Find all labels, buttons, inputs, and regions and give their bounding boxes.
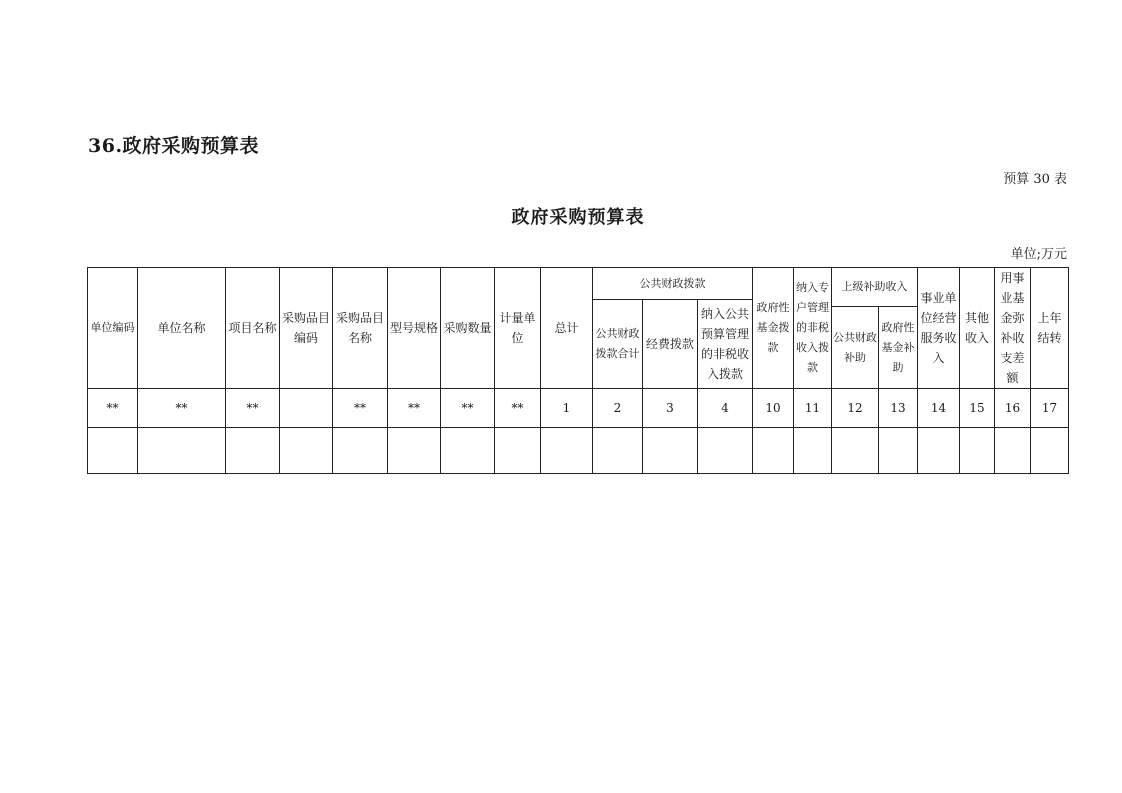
header-fund-offset: 用事业基金弥补收支差额 bbox=[995, 268, 1031, 389]
header-superior-public-finance: 公共财政补助 bbox=[832, 307, 879, 389]
header-unit-name: 单位名称 bbox=[138, 268, 226, 389]
header-other-income: 其他收入 bbox=[960, 268, 995, 389]
data-row bbox=[88, 428, 1069, 474]
code-cell: 16 bbox=[995, 389, 1031, 428]
data-cell bbox=[280, 428, 333, 474]
data-cell bbox=[441, 428, 495, 474]
data-cell bbox=[333, 428, 388, 474]
header-project-name: 项目名称 bbox=[226, 268, 280, 389]
data-cell bbox=[593, 428, 643, 474]
data-cell bbox=[794, 428, 832, 474]
header-public-finance-subtotal: 公共财政拨款合计 bbox=[593, 300, 643, 389]
header-gov-fund: 政府性基金拨款 bbox=[753, 268, 794, 389]
code-cell: 15 bbox=[960, 389, 995, 428]
unit-label: 单位;万元 bbox=[1010, 247, 1067, 262]
code-cell: 4 bbox=[698, 389, 753, 428]
code-cell: 10 bbox=[753, 389, 794, 428]
header-measure-unit: 计量单位 bbox=[495, 268, 541, 389]
table-title: 政府采购预算表 bbox=[511, 207, 645, 228]
data-cell bbox=[226, 428, 280, 474]
data-cell bbox=[643, 428, 698, 474]
header-superior-subsidy-group: 上级补助收入 bbox=[832, 268, 918, 307]
code-cell: ** bbox=[388, 389, 441, 428]
data-cell bbox=[995, 428, 1031, 474]
code-cell: 3 bbox=[643, 389, 698, 428]
header-model-spec: 型号规格 bbox=[388, 268, 441, 389]
code-cell: 13 bbox=[879, 389, 918, 428]
data-cell bbox=[832, 428, 879, 474]
code-row bbox=[88, 389, 1069, 428]
code-cell: ** bbox=[88, 389, 138, 428]
data-cell bbox=[753, 428, 794, 474]
data-cell bbox=[1031, 428, 1069, 474]
header-business-income: 事业单位经营服务收入 bbox=[918, 268, 960, 389]
header-total: 总计 bbox=[541, 268, 593, 389]
header-unit-code: 单位编码 bbox=[88, 268, 138, 389]
code-cell: 17 bbox=[1031, 389, 1069, 428]
header-carryover: 上年结转 bbox=[1031, 268, 1069, 389]
data-cell bbox=[918, 428, 960, 474]
code-cell: ** bbox=[495, 389, 541, 428]
header-non-tax-budget: 纳入公共预算管理的非税收入拨款 bbox=[698, 300, 753, 389]
table-number: 预算 30 表 bbox=[1003, 172, 1067, 187]
data-cell bbox=[495, 428, 541, 474]
data-cell bbox=[541, 428, 593, 474]
header-expense-allocation: 经费拨款 bbox=[643, 300, 698, 389]
header-special-account-non-tax: 纳入专户管理的非税收入拨款 bbox=[794, 268, 832, 389]
code-cell: ** bbox=[226, 389, 280, 428]
data-cell bbox=[88, 428, 138, 474]
data-cell bbox=[388, 428, 441, 474]
header-item-code: 采购品目编码 bbox=[280, 268, 333, 389]
code-cell: ** bbox=[333, 389, 388, 428]
code-cell: ** bbox=[138, 389, 226, 428]
header-superior-gov-fund: 政府性基金补助 bbox=[879, 307, 918, 389]
code-cell: 14 bbox=[918, 389, 960, 428]
code-cell bbox=[280, 389, 333, 428]
data-cell bbox=[960, 428, 995, 474]
code-cell: 11 bbox=[794, 389, 832, 428]
code-cell: 12 bbox=[832, 389, 879, 428]
code-cell: ** bbox=[441, 389, 495, 428]
data-cell bbox=[879, 428, 918, 474]
header-public-finance-group: 公共财政拨款 bbox=[593, 268, 753, 300]
header-item-name: 采购品目名称 bbox=[333, 268, 388, 389]
section-heading: 36.政府采购预算表 bbox=[88, 135, 260, 157]
header-quantity: 采购数量 bbox=[441, 268, 495, 389]
code-cell: 2 bbox=[593, 389, 643, 428]
data-cell bbox=[698, 428, 753, 474]
code-cell: 1 bbox=[541, 389, 593, 428]
data-cell bbox=[138, 428, 226, 474]
procurement-budget-table bbox=[87, 267, 1069, 474]
